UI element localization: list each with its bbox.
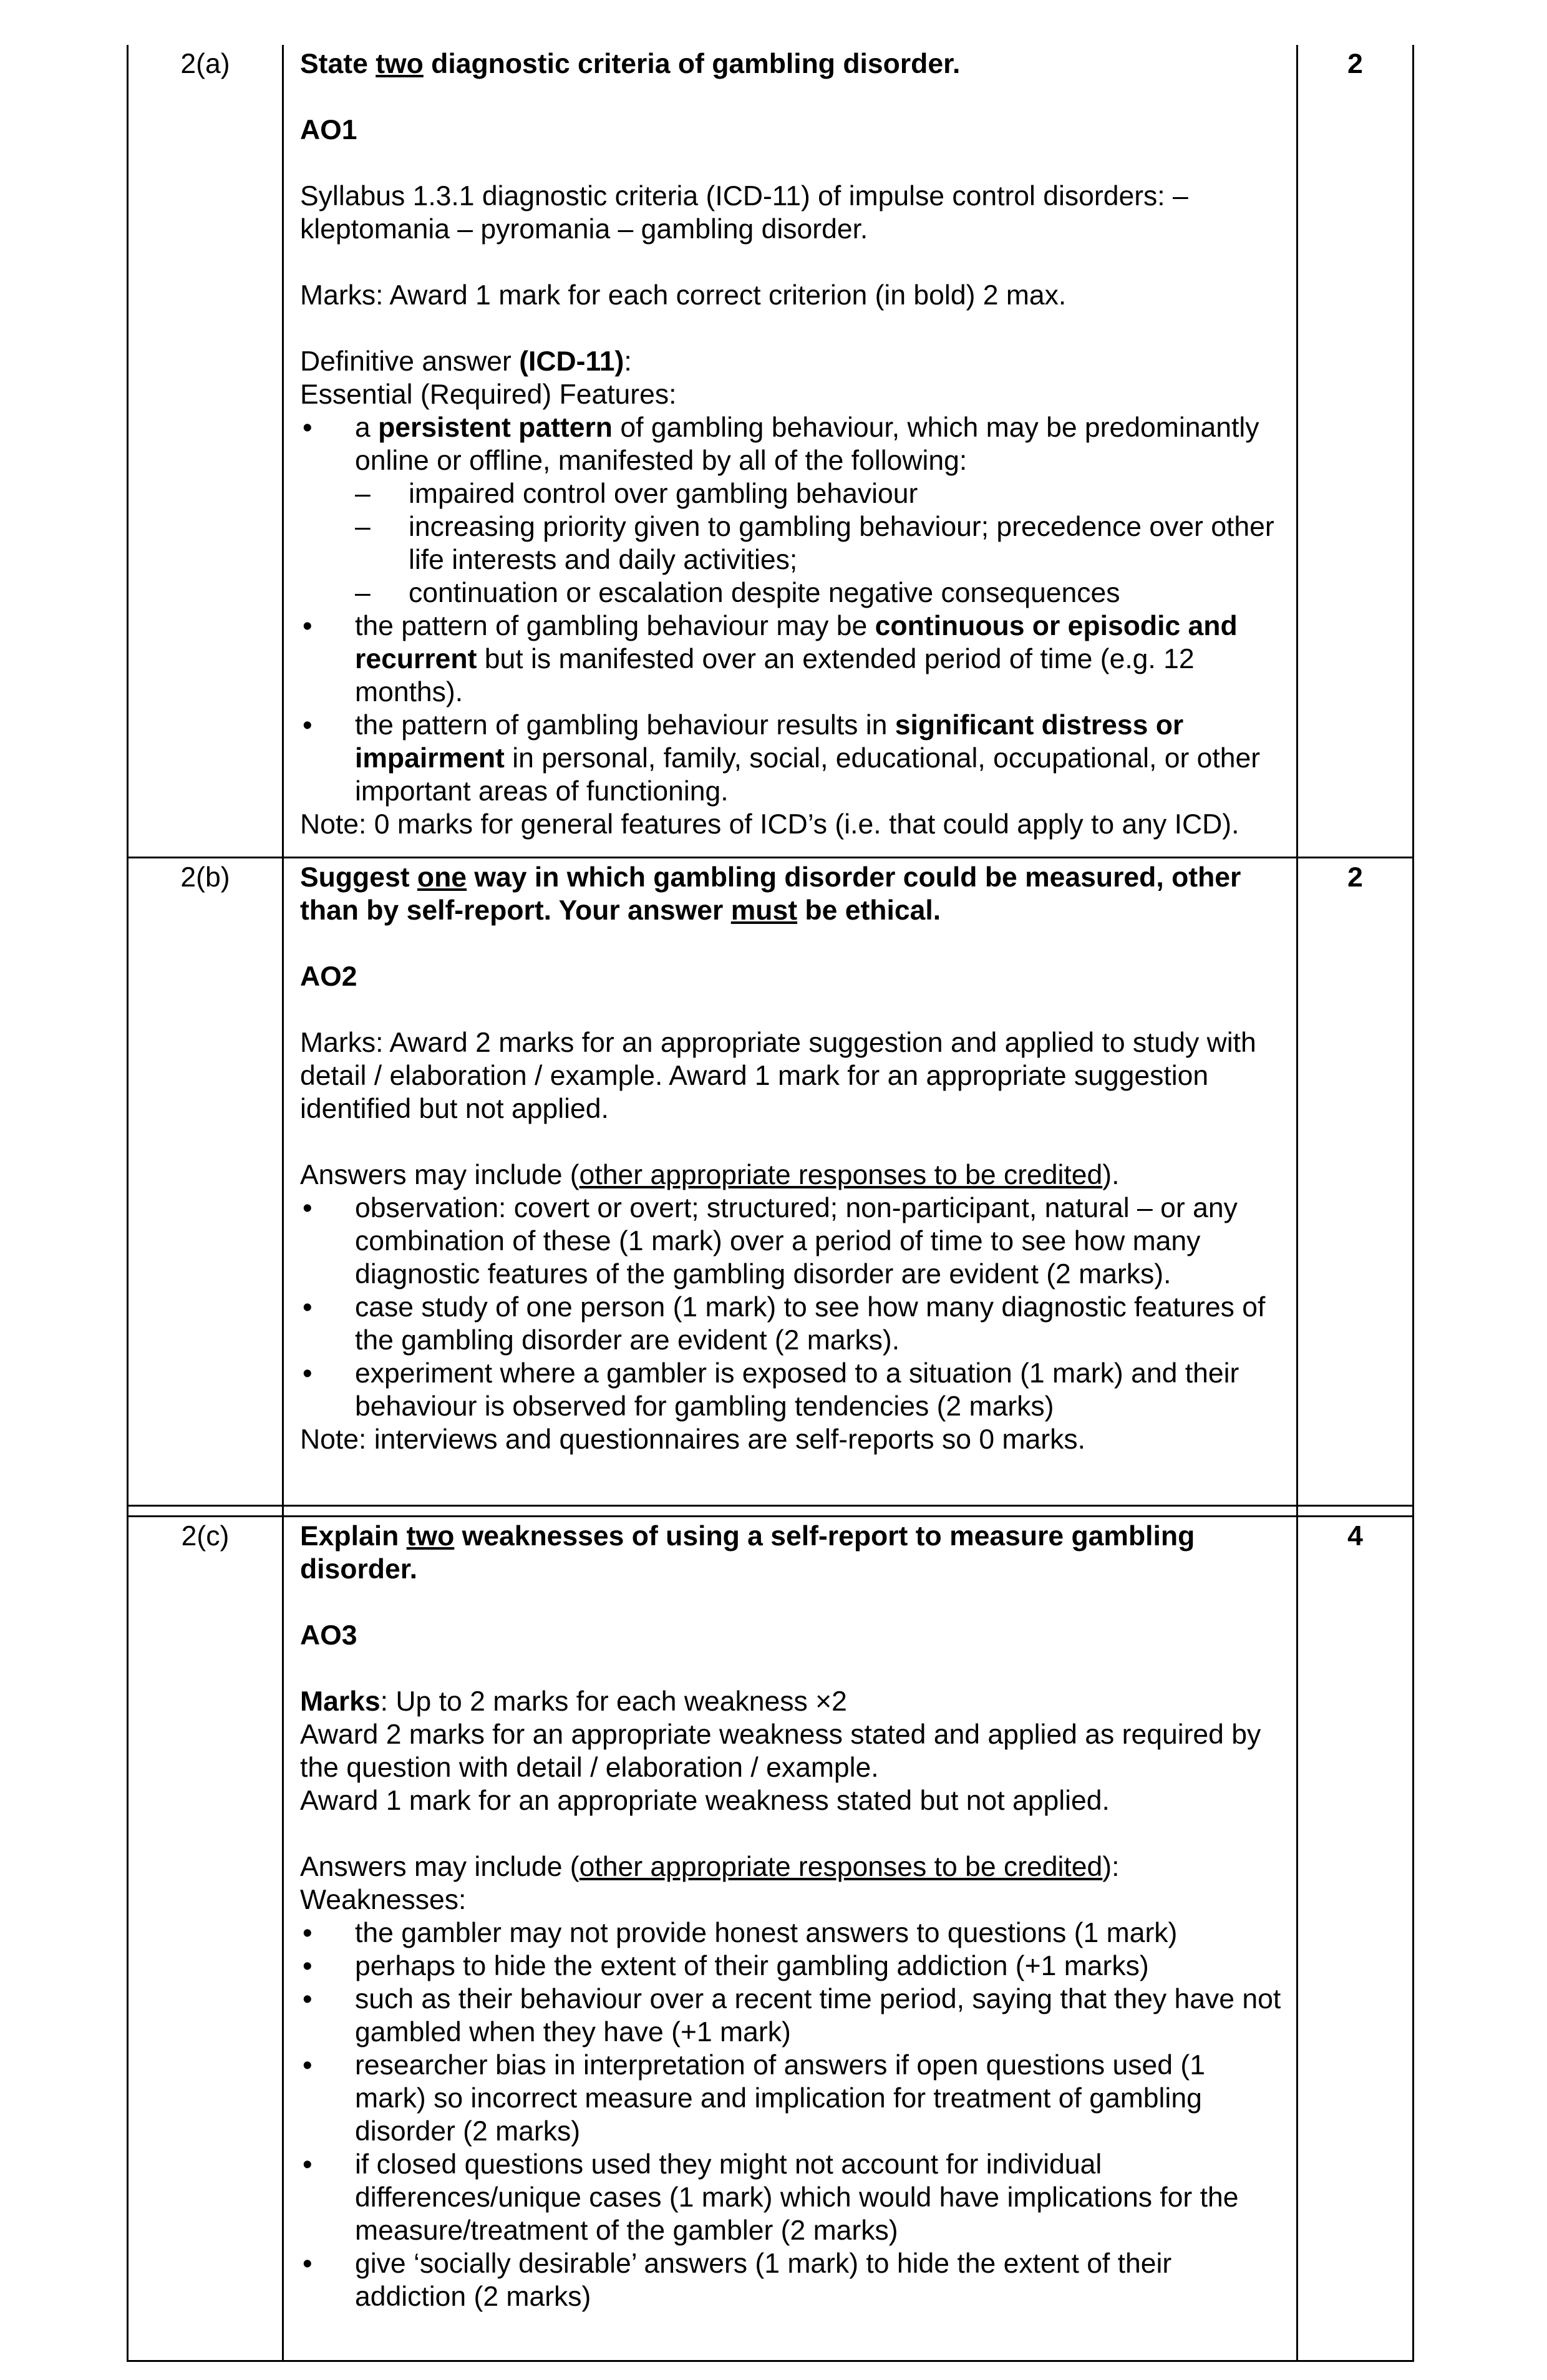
- marks-value: 2: [1297, 45, 1414, 858]
- list-item: • the gambler may not provide honest answers to questions (1 mark): [300, 1916, 1284, 1950]
- note: Note: 0 marks for general features of ICD’s (i.e. that could apply to any ICD).: [300, 809, 1239, 840]
- list-item: • the pattern of gambling behaviour results in significant distress or impairment in personal, family, social, educational, occupational, or other important areas of functioning.: [300, 709, 1284, 808]
- mark-scheme-table: [127, 45, 1414, 2362]
- marks-guidance: Marks: Award 2 marks for an appropriate suggestion and applied to study with detail / elaboration / example. Award 1 mark for an appropriate suggestion identified but not applied.: [300, 1027, 1256, 1124]
- question-row-2c: [128, 1517, 1414, 2361]
- question-row-2b: [128, 858, 1414, 1506]
- marks-value: 4: [1297, 1517, 1414, 2361]
- question-content: [283, 858, 1297, 1506]
- list-item: • a persistent pattern of gambling behaviour, which may be predominantly online or offline, manifested by all of the following: – impaired control over gambling behaviour – increasing priority given to gambling behaviour; precedence over other life interests and daily activities; – continuation or escalation despite negative consequences: [300, 411, 1284, 610]
- list-item: • such as their behaviour over a recent time period, saying that they have not gambled when they have (+1 mark): [300, 1983, 1284, 2049]
- definitive-answer-heading: Definitive answer (ICD-11):: [300, 346, 632, 377]
- question-text: State two diagnostic criteria of gambling disorder.: [300, 49, 961, 79]
- list-item: • the pattern of gambling behaviour may be continuous or episodic and recurrent but is manifested over an extended period of time (e.g. 12 months).: [300, 610, 1284, 709]
- assessment-objective: AO3: [300, 1620, 357, 1651]
- weaknesses-list: [300, 1916, 1284, 2313]
- weaknesses-label: Weaknesses:: [300, 1885, 467, 1915]
- list-item: – continuation or escalation despite negative consequences: [355, 576, 1284, 610]
- question-number: 2(c): [128, 1517, 283, 2361]
- assessment-objective: AO2: [300, 961, 357, 992]
- list-item: – increasing priority given to gambling behaviour; precedence over other life interests and daily activities;: [355, 510, 1284, 576]
- note: Note: interviews and questionnaires are self-reports so 0 marks.: [300, 1424, 1085, 1455]
- question-number: 2(a): [128, 45, 283, 858]
- list-item: – impaired control over gambling behaviour: [355, 477, 1284, 510]
- question-text: Suggest one way in which gambling disorder could be measured, other than by self-report. Your answer must be ethical.: [300, 862, 1241, 926]
- answers-list: [300, 1192, 1284, 1423]
- list-item: • perhaps to hide the extent of their gambling addiction (+1 marks): [300, 1950, 1284, 1983]
- sub-criteria-list: [355, 477, 1284, 610]
- award-two-marks: Award 2 marks for an appropriate weakness stated and applied as required by the question with detail / elaboration / example.: [300, 1719, 1261, 1783]
- list-item: • case study of one person (1 mark) to see how many diagnostic features of the gambling disorder are evident (2 marks).: [300, 1291, 1284, 1357]
- marks-guidance: Marks: Award 1 mark for each correct criterion (in bold) 2 max.: [300, 280, 1067, 311]
- question-content: [283, 45, 1297, 858]
- marks-guidance: Marks: Up to 2 marks for each weakness ×2: [300, 1686, 847, 1717]
- question-row-2a: [128, 45, 1414, 858]
- syllabus-reference: Syllabus 1.3.1 diagnostic criteria (ICD-11) of impulse control disorders: – kleptomania – pyromania – gambling disorder.: [300, 181, 1188, 245]
- assessment-objective: AO1: [300, 115, 357, 145]
- marks-value: 2: [1297, 858, 1414, 1506]
- award-one-mark: Award 1 mark for an appropriate weakness stated but not applied.: [300, 1785, 1110, 1816]
- answers-intro: Answers may include (other appropriate responses to be credited).: [300, 1160, 1120, 1190]
- list-item: • researcher bias in interpretation of answers if open questions used (1 mark) so incorrect measure and implication for treatment of gambling disorder (2 marks): [300, 2049, 1284, 2148]
- list-item: • observation: covert or overt; structured; non-participant, natural – or any combination of these (1 mark) over a period of time to see how many diagnostic features of the gambling disorder are evident (2 marks).: [300, 1192, 1284, 1291]
- row-separator: [128, 1506, 1414, 1517]
- answers-intro: Answers may include (other appropriate responses to be credited):: [300, 1852, 1120, 1882]
- essential-features-label: Essential (Required) Features:: [300, 379, 677, 410]
- criteria-list: [300, 411, 1284, 808]
- question-number: 2(b): [128, 858, 283, 1506]
- question-text: Explain two weaknesses of using a self-report to measure gambling disorder.: [300, 1521, 1195, 1585]
- list-item: • if closed questions used they might not account for individual differences/unique cases (1 mark) which would have implications for the measure/treatment of the gambler (2 marks): [300, 2148, 1284, 2247]
- list-item: • give ‘socially desirable’ answers (1 mark) to hide the extent of their addiction (2 marks): [300, 2247, 1284, 2313]
- question-content: [283, 1517, 1297, 2361]
- list-item: • experiment where a gambler is exposed to a situation (1 mark) and their behaviour is observed for gambling tendencies (2 marks): [300, 1357, 1284, 1423]
